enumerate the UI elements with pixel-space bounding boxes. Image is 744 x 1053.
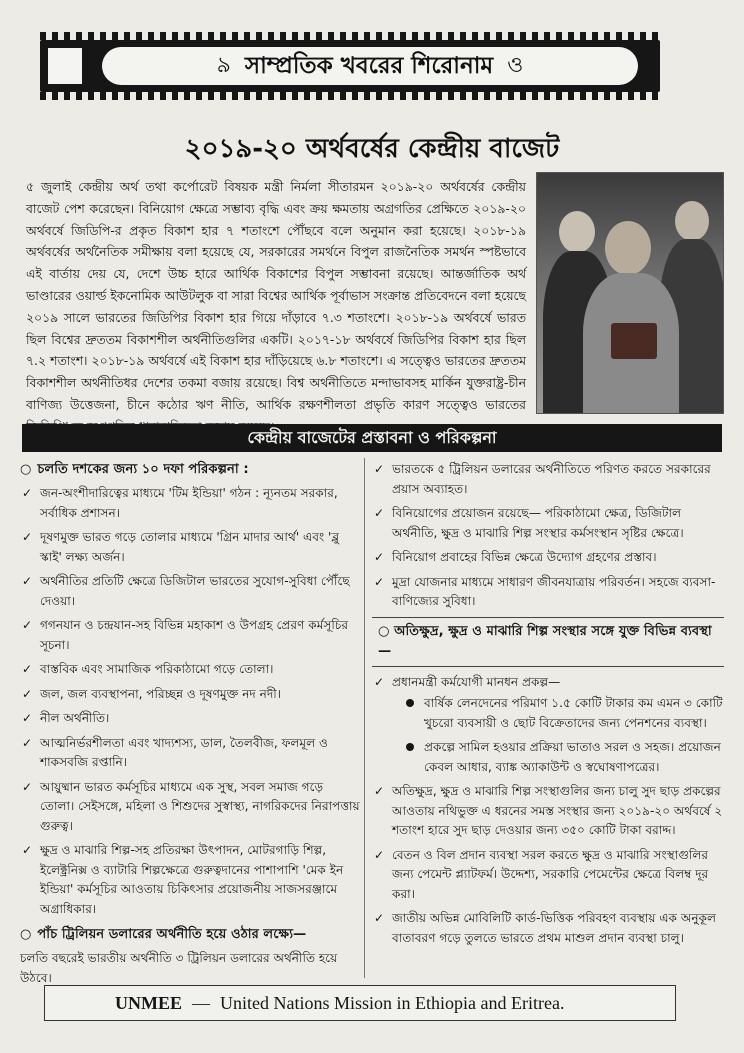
check-icon: ✓	[22, 486, 33, 500]
list-item: ✓ প্রধানমন্ত্রী কর্মযোগী মানধন প্রকল্প— বার্ষিক লেনদেনের পরিমাণ ১.৫ কোটি টাকার কম এমন ৩ কোটি খুচরো ব্যবসায়ী ও ছোট বিক্রেতাদের জন্য পেনশনের ব্যবস্থা। প্রকল্পে সামিল হওয়ার প্রক্রিয়া ভাতাও সরল ও সহজ। প্রয়োজন কেবল আধার, ব্যাঙ্ক অ্যাকাউন্ট ও স্বঘোষণাপত্রের।	[372, 673, 724, 778]
list-item: ✓ অতিক্ষুদ্র, ক্ষুদ্র ও মাঝারি শিল্প সংস্থাগুলির জন্য চালু সুদ ছাড় প্রকল্পের আওতায় নথিভুক্ত এ ধরনের সমস্ত সংস্থার জন্য ২০১৯-২০ অর্থবর্ষে ২ শতাংশ হারে সুদ ছাড় দেওয়ার জন্য ৩৫০ কোটি টাকা বরাদ্দ।	[374, 784, 723, 837]
check-icon: ✓	[374, 506, 385, 520]
check-icon: ✓	[22, 735, 33, 750]
list-item: ✓ জন-অংশীদারিত্বের মাধ্যমে 'টিম ইন্ডিয়া' গঠন : ন্যূনতম সরকার, সর্বাধিক প্রশাসন।	[22, 486, 338, 520]
section-title-bar	[22, 424, 722, 452]
check-icon: ✓	[22, 662, 33, 676]
photo-figure-head-right	[675, 201, 709, 241]
right-column	[372, 460, 724, 953]
banner-fringe-top	[40, 32, 660, 40]
footer-abbr: UNMEE	[115, 992, 182, 1013]
bullet-dot-icon	[406, 743, 414, 751]
footer-dash: —	[192, 992, 210, 1013]
check-icon: ✓	[374, 674, 385, 689]
list-item: ✓ আয়ুষ্মান ভারত কর্মসূচির মাধ্যমে এক সুস্থ, সবল সমাজ গড়ে তোলা। সেইসঙ্গে, মহিলা ও শিশুদের সুস্বাস্থ্য, নাগরিকদের নিরাপত্তায় গুরুত্ব।	[22, 779, 360, 833]
bullet-dot-icon	[406, 699, 414, 707]
hollow-circle-icon: ○	[20, 462, 32, 477]
banner-fringe-bottom	[40, 92, 660, 100]
photo-figure-head-left	[559, 211, 595, 253]
msme-heading	[372, 617, 724, 667]
budget-photo	[536, 172, 724, 414]
list-item: ✓ মুদ্রা যোজনার মাধ্যমে সাধারণ জীবনযাত্রায় পরিবর্তন। সহজে ব্যবসা-বাণিজ্যের সুবিধা।	[374, 574, 716, 608]
check-icon: ✓	[22, 686, 33, 701]
section-title: কেন্দ্রীয় বাজেটের প্রস্তাবনা ও পরিকল্পনা	[247, 427, 497, 447]
column-divider	[364, 458, 365, 978]
banner-right-ornament: ও	[507, 52, 524, 78]
list-item: ✓ অর্থনীতির প্রতিটি ক্ষেত্রে ডিজিটাল ভারতের সুযোগ-সুবিধা পৌঁছে দেওয়া।	[22, 574, 350, 608]
hollow-circle-icon: ○	[20, 927, 32, 942]
left-heading	[20, 460, 360, 480]
sub-list-item: প্রকল্পে সামিল হওয়ার প্রক্রিয়া ভাতাও সরল ও সহজ। প্রয়োজন কেবল আধার, ব্যাঙ্ক অ্যাকাউন্ট ও স্বঘোষণাপত্রের।	[392, 738, 724, 777]
left-heading-text: চলতি দশকের জন্য ১০ দফা পরিকল্পনা :	[37, 462, 249, 477]
check-icon: ✓	[22, 843, 33, 857]
banner-title: সাম্প্রতিক খবরের শিরোনাম	[244, 52, 494, 79]
intro-paragraph: ৫ জুলাই কেন্দ্রীয় অর্থ তথা কর্পোরেট বিষয়ক মন্ত্রী নির্মলা সীতারমন ২০১৯-২০ অর্থবর্ষের কেন্দ্রীয় বাজেট পেশ করেছেন। বিনিয়োগ ক্ষেত্রে সম্ভাব্য বৃদ্ধি এবং ক্রয় ক্ষমতায় অগ্রগতির প্রেক্ষিতে ২০১৯-২০ অর্থবর্ষে জিডিপি-র প্রকৃত বিকাশ হার ৭ শতাংশে পৌঁছবে বলে অনুমান করা হয়েছে। ২০১৮-১৯ অর্থবর্ষের অর্থনৈতিক সমীক্ষায় বলা হয়েছে যে, সরকারের সমর্থনে বিপুল রাজনৈতিক সমর্থন স্পষ্টভাবে এই বার্তায় দেয় যে, দেশে উচ্চ হারে আর্থিক বিকাশের বিপুল সম্ভাবনা রয়েছে। আন্তর্জাতিক অর্থ ভাণ্ডারের ওয়ার্ল্ড ইকনোমিক আউটলুক বা সারা বিশ্বের আর্থিক পূর্বাভাস সংক্রান্ত প্রতিবেদনে বলা হয়েছে ২০১৯ সালে ভারতের জিডিপির বিকাশ হার গিয়ে দাঁড়াবে ৭.৩ শতাংশে। ২০১৮-১৯ অর্থবর্ষে ভারত ছিল বিশ্বের দ্রুততম বিকাশশীল অর্থনীতিগুলির একটি। ২০১৭-১৮ অর্থবর্ষে জিডিপির বিকাশ হার ছিল ৭.২ শতাংশ। ২০১৮-১৯ অর্থবর্ষে এই বিকাশ হার দাঁড়িয়েছে ৬.৮ শতাংশে। এ সত্ত্বেও ভারতের দ্রুততম বিকাশশীল অর্থনীতিধর দেশের তকমা বজায় রয়েছে। বিশ্ব অর্থনীতিতে মন্দাভাবসহ মার্কিন যুক্তরাষ্ট্র-চীন বাণিজ্য উত্তেজনা, চীনে কঠোর ঋণ নীতি, আর্থিক রক্ষণশীলতা প্রভৃতি কারণ সত্ত্বেও ভারতের	[26, 179, 526, 412]
list-item: ✓ ক্ষুদ্র ও মাঝারি শিল্প-সহ প্রতিরক্ষা উৎপাদন, মোটরগাড়ি শিল্প, ইলেক্ট্রনিক্স ও ব্যাটারি শিল্পক্ষেত্রে গুরুত্বদানের পাশাপাশি 'মেক ইন ইন্ডিয়া' কর্মসূচির আওতায় চিকিৎসার প্রয়োজনীয় সাজসরঞ্জামে অগ্রাধিকার।	[22, 843, 344, 916]
check-icon: ✓	[374, 462, 385, 476]
left-tail-text: চলতি বছরেই ভারতীয় অর্থনীতি ৩ ট্রিলিয়ন ডলারের অর্থনীতি হয়ে উঠবে।	[20, 951, 338, 985]
left-subheading	[20, 925, 360, 945]
list-item: ✓ জল, জল ব্যবস্থাপনা, পরিচ্ছন্ন ও দূষণমুক্ত নদ নদী।	[20, 685, 360, 705]
list-item: ✓ বেতন ও বিল প্রদান ব্যবস্থা সরল করতে ক্ষুদ্র ও মাঝারি সংস্থাগুলির জন্য পেমেন্ট প্ল্যাটফর্ম। উদ্দেশ্য, সরকারি পেমেন্টের ক্ষেত্রে বিলম্ব দূর করা।	[374, 847, 709, 901]
list-item: ✓ দূষণমুক্ত ভারত গড়ে তোলার মাধ্যমে 'গ্রিন মাদার আর্থ' এবং 'ব্লু স্কাই' লক্ষ্য অর্জন।	[22, 530, 340, 564]
list-item: ✓ জাতীয় অভিন্ন মোবিলিটি কার্ড-ভিত্তিক পরিবহণ ব্যবস্থায় এক অনুকূল বাতাবরণ গড়ে তুলতে ভারতে প্রথম মাশুল প্রদান ব্যবস্থা চালু।	[374, 911, 717, 945]
check-icon: ✓	[374, 911, 385, 925]
ten-point-list	[20, 484, 360, 919]
right-scheme-list	[372, 673, 724, 949]
check-icon: ✓	[22, 530, 33, 544]
check-icon: ✓	[22, 711, 33, 725]
list-item: ✓ বিনিয়োগের প্রয়োজন রয়েছে— পরিকাঠামো ক্ষেত্র, ডিজিটাল অর্থনীতি, ক্ষুদ্র ও মাঝারি শিল্প সংস্থার কর্মসংস্থান সৃষ্টির ক্ষেত্রে।	[374, 506, 684, 540]
list-item: ✓ বাস্তবিক এবং সামাজিক পরিকাঠামো গড়ে তোলা।	[20, 660, 360, 680]
page-title: ২০১৯-২০ অর্থবর্ষের কেন্দ্রীয় বাজেট	[184, 134, 560, 164]
footer-box	[44, 985, 676, 1021]
check-icon: ✓	[374, 847, 385, 862]
banner-corner-box	[48, 48, 82, 84]
photo-figure-head-center	[605, 221, 651, 275]
msme-heading-text: অতিক্ষুদ্র, ক্ষুদ্র ও মাঝারি শিল্প সংস্থার সঙ্গে যুক্ত বিভিন্ন ব্যবস্থা—	[378, 623, 712, 659]
banner-title-pill	[102, 47, 638, 85]
left-column	[20, 460, 360, 988]
check-icon: ✓	[374, 550, 385, 564]
list-item: ✓ গগনযান ও চন্দ্রযান-সহ বিভিন্ন মহাকাশ ও উপগ্রহ প্রেরণ কর্মসূচির সূচনা।	[22, 618, 349, 652]
right-top-list	[372, 460, 724, 612]
check-icon: ✓	[22, 618, 33, 632]
check-icon: ✓	[374, 574, 385, 589]
hollow-circle-icon: ○	[378, 623, 395, 639]
left-subheading-text: পাঁচ ট্রিলিয়ন ডলারের অর্থনীতি হয়ে ওঠার লক্ষ্যে—	[37, 927, 307, 942]
list-item: ✓ নীল অর্থনীতি।	[20, 709, 360, 729]
footer-full: United Nations Mission in Ethiopia and Eritrea.	[220, 992, 565, 1013]
check-icon: ✓	[374, 784, 385, 798]
list-item: ✓ বিনিয়োগ প্রবাহের বিভিন্ন ক্ষেত্রে উদ্যোগ গ্রহণের প্রস্তাব।	[372, 548, 724, 568]
list-item: ✓ আত্মনির্ভরশীলতা এবং খাদ্যশস্য, ডাল, তৈলবীজ, ফলমূল ও শাকসবজি রপ্তানি।	[22, 735, 328, 769]
check-icon: ✓	[22, 574, 33, 588]
header-banner	[40, 40, 660, 92]
list-item: ✓ ভারতকে ৫ ট্রিলিয়ন ডলারের অর্থনীতিতে পরিণত করতে সরকারের প্রয়াস অব্যাহত।	[374, 462, 711, 496]
check-icon: ✓	[22, 779, 33, 794]
photo-briefcase	[611, 323, 657, 359]
sub-list-item: বার্ষিক লেনদেনের পরিমাণ ১.৫ কোটি টাকার কম এমন ৩ কোটি খুচরো ব্যবসায়ী ও ছোট বিক্রেতাদের জন্য পেনশনের ব্যবস্থা।	[392, 694, 724, 733]
scheme-sub-list	[392, 694, 724, 777]
banner-left-ornament: ৯	[216, 52, 231, 78]
